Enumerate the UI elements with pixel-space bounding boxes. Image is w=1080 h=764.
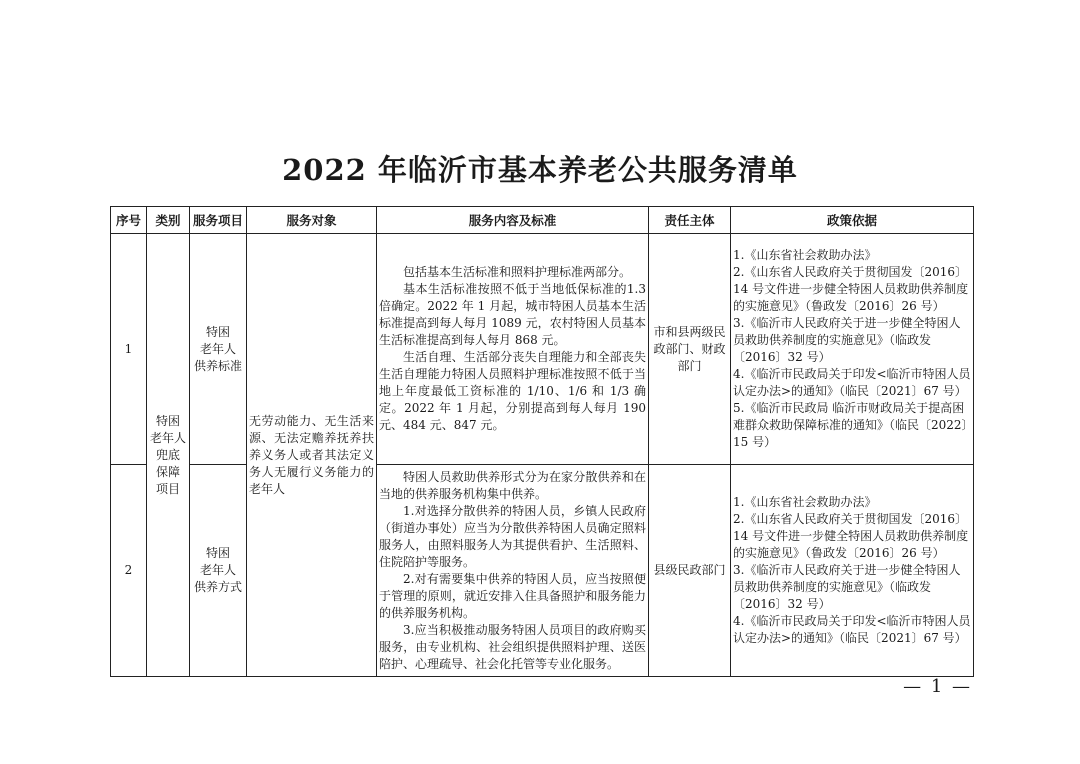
service-item-text: 特困 老年人 供养标准: [193, 324, 242, 373]
content-paragraph: 生活自理、生活部分丧失自理能力和全部丧失生活自理能力特困人员照料护理标准按照不低于当地上年度最低工资标准的 1/10、1/6 和 1/3 确定。2022 年 1 月起，分别提高到每人每月 190元、484 元、847 元。: [379, 350, 646, 432]
content-paragraph: 特困人员救助供养形式分为在家分散供养和在当地的供养服务机构集中供养。: [379, 469, 646, 501]
policy-item: 1.《山东省社会救助办法》: [733, 495, 877, 509]
responsible-text: 县级民政部门: [653, 563, 726, 577]
content-paragraph: 2.对有需要集中供养的特困人员，应当按照便于管理的原则，就近安排入住具备照护和服务能力的供养服务机构。: [379, 571, 646, 620]
policy-item: 4.《临沂市民政局关于印发<临沂市特困人员认定办法>的通知》（临民〔2021〕67 号）: [733, 614, 971, 645]
header-content-standard: 服务内容及标准: [377, 207, 649, 234]
header-responsible: 责任主体: [649, 207, 731, 234]
policy-item: 5.《临沂市民政局 临沂市财政局关于提高困难群众救助保障标准的通知》（临民〔2022〕15 号）: [733, 401, 968, 449]
row-index: 1: [111, 234, 147, 465]
policy-item: 2.《山东省人民政府关于贯彻国发〔2016〕14 号文件进一步健全特困人员救助供养制度的实施意见》（鲁政发〔2016〕26 号）: [733, 265, 969, 313]
header-category: 类别: [147, 207, 190, 234]
table-row: [111, 465, 974, 677]
document-title: 2022 年临沂市基本养老公共服务清单: [282, 153, 798, 187]
policy-item: 4.《临沂市民政局关于印发<临沂市特困人员认定办法>的通知》（临民〔2021〕67 号）: [733, 367, 971, 398]
service-target-text: 无劳动能力、无生活来源、无法定赡养抚养扶养义务人或者其法定义务人无履行义务能力的老年人: [249, 413, 374, 496]
content-paragraph: 3.应当积极推动服务特困人员项目的政府购买服务，由专业机构、社会组织提供照料护理、送医陪护、心理疏导、社会化托管等专业化服务。: [379, 622, 646, 671]
policy-basis-cell: [731, 234, 974, 465]
content-paragraph: 1.对选择分散供养的特困人员，乡镇人民政府（街道办事处）应当为分散供养特困人员确定照料服务人，由照料服务人为其提供看护、生活照料、住院陪护等服务。: [379, 503, 646, 569]
policy-item: 3.《临沂市人民政府关于进一步健全特困人员救助供养制度的实施意见》（临政发〔2016〕32 号）: [733, 563, 961, 611]
header-service-target: 服务对象: [247, 207, 377, 234]
content-cell: [377, 465, 649, 677]
page-number: — 1 —: [903, 676, 972, 697]
row-index: 2: [111, 465, 147, 677]
policy-item: 3.《临沂市人民政府关于进一步健全特困人员救助供养制度的实施意见》（临政发〔2016〕32 号）: [733, 316, 961, 364]
policy-item: 1.《山东省社会救助办法》: [733, 248, 877, 262]
responsible-cell: [649, 234, 731, 465]
service-item-cell: [190, 465, 247, 677]
category-cell: [147, 234, 190, 677]
content-cell: [377, 234, 649, 465]
service-list-table: [110, 206, 974, 677]
header-policy-basis: 政策依据: [731, 207, 974, 234]
header-service-item: 服务项目: [190, 207, 247, 234]
responsible-text: 市和县两级民政部门、财政部门: [653, 324, 726, 373]
service-item-text: 特困 老年人 供养方式: [193, 546, 242, 594]
table-row: [111, 234, 974, 465]
table-header-row: [111, 207, 974, 234]
content-paragraph: 包括基本生活标准和照料护理标准两部分。: [403, 265, 632, 279]
service-item-cell: [190, 234, 247, 465]
category-text: 特困 老年人 兜底 保障 项目: [149, 413, 186, 496]
policy-item: 2.《山东省人民政府关于贯彻国发〔2016〕14 号文件进一步健全特困人员救助供养制度的实施意见》（鲁政发〔2016〕26 号）: [733, 512, 969, 560]
header-index: 序号: [111, 207, 147, 234]
content-paragraph: 基本生活标准按照不低于当地低保标准的1.3 倍确定。2022 年 1 月起，城市特困人员基本生活标准提高到每人每月 1089 元，农村特困人员基本生活标准提高到每人每月 868 元。: [379, 282, 646, 347]
service-target-cell: [247, 234, 377, 677]
responsible-cell: [649, 465, 731, 677]
policy-basis-cell: [731, 465, 974, 677]
